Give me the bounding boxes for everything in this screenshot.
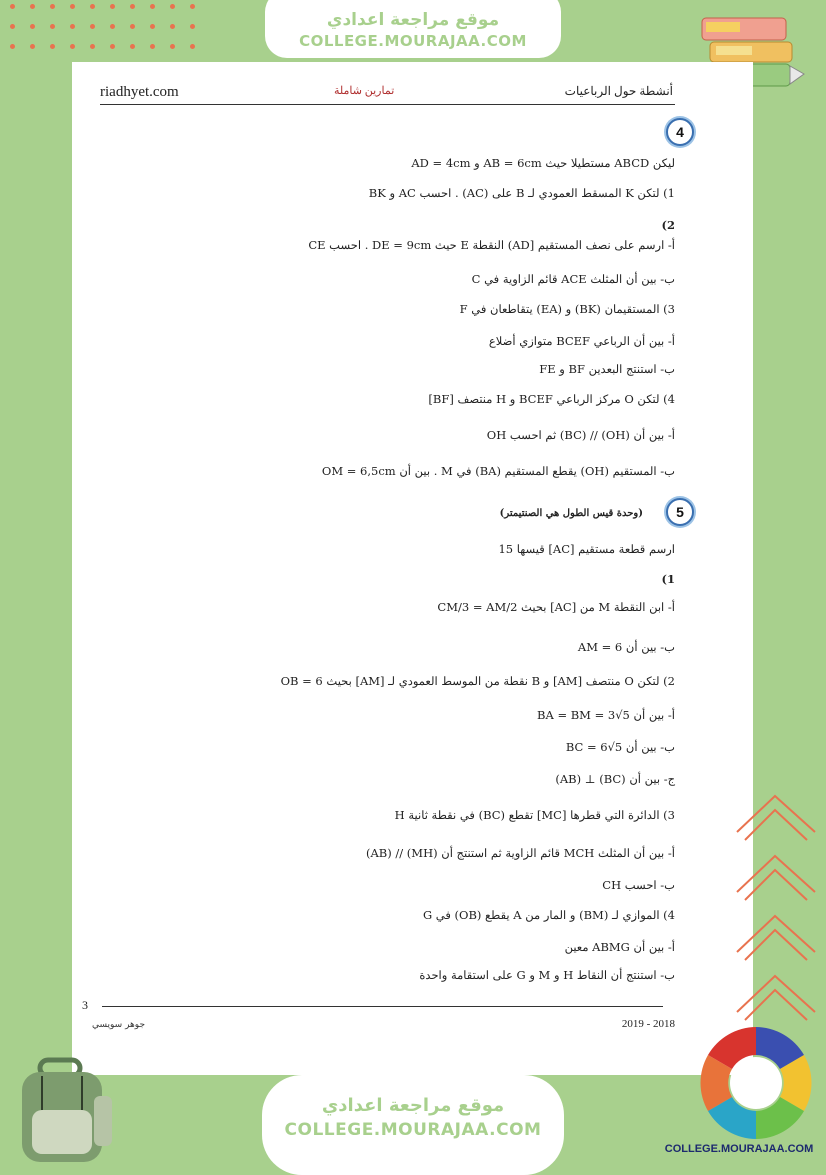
ex4-line: 2) (661, 218, 675, 232)
ex5-line: 1) (661, 572, 675, 586)
decorative-dot (110, 24, 115, 29)
ex5-line: 3) الدائرة التي قطرها [MC] تقطع (BC) في نقطة ثانية H (394, 808, 675, 822)
decorative-dot (110, 4, 115, 9)
ex5-line: ب- بين أن BC = 6√5 (565, 740, 675, 754)
header-middle: تمارين شاملة (334, 85, 395, 97)
decorative-dot (10, 24, 15, 29)
ex5-line: ج- بين أن (BC) ⊥ (AB) (555, 772, 675, 786)
ex5-line: ارسم قطعة مستقيم [AC] قيسها 15 (498, 542, 675, 556)
decorative-dot (70, 4, 75, 9)
decorative-dot (190, 24, 195, 29)
footer-year: 2019 - 2018 (621, 1018, 675, 1030)
ex4-line: ليكن ABCD مستطيلا حيث AB = 6cm و AD = 4cm (411, 156, 675, 170)
exercise-4-number: 4 (666, 118, 694, 146)
ex4-line: ب- استنتج البعدين BF و FE (539, 362, 675, 376)
exercise-5-number: 5 (666, 498, 694, 526)
ex5-line: 4) الموازي لـ (BM) و المار من A يقطع (OB) في G (422, 908, 675, 922)
subjects-logo-icon (694, 1024, 818, 1142)
ex5-line: ب- احسب CH (602, 878, 675, 892)
document-page (72, 62, 753, 1075)
top-banner-url: COLLEGE.MOURAJAA.COM (299, 32, 527, 50)
ex5-line: 2) لتكن O منتصف [AM] و B نقطة من الموسط العمودي لـ [AM] بحيث OB = 6 (280, 674, 675, 688)
bottom-banner[interactable] (262, 1075, 564, 1175)
decorative-dot (30, 4, 35, 9)
decorative-dot (90, 44, 95, 49)
ex5-line: أ- ابن النقطة M من [AC] بحيث CM/3 = AM/2 (437, 600, 675, 614)
top-banner[interactable] (265, 0, 561, 58)
ex5-line: ب- بين أن AM = 6 (577, 640, 675, 654)
decorative-dot (30, 24, 35, 29)
decorative-dot (150, 24, 155, 29)
footer-author: جوهر سويسي (92, 1020, 146, 1030)
decorative-dot (130, 44, 135, 49)
ex5-line: أ- بين أن BA = BM = 3√5 (537, 708, 675, 722)
ex4-line: أ- بين أن (OH) // (BC) ثم احسب OH (486, 428, 675, 442)
ex5-line: أ- بين أن المثلث MCH قائم الزاوية ثم استنتج أن (MH) // (AB) (365, 846, 675, 860)
decorative-dot (50, 44, 55, 49)
ex5-note: (وحدة قيس الطول هي الصنتيمتر) (499, 508, 643, 519)
ex4-line: أ- ارسم على نصف المستقيم [AD) النقطة E حيث DE = 9cm . احسب CE (308, 238, 675, 252)
decorative-dot (130, 4, 135, 9)
ex4-line: 3) المستقيمان (BK) و (EA) يتقاطعان في F (459, 302, 675, 316)
header-site: riadhyet.com (100, 84, 179, 100)
ex4-line: 1) لتكن K المسقط العمودي لـ B على (AC) . احسب AC و BK (368, 186, 675, 200)
header-title: أنشطة حول الرباعيات (564, 84, 673, 98)
decorative-dot (90, 4, 95, 9)
decorative-dot (90, 24, 95, 29)
decorative-dot (10, 44, 15, 49)
ex5-line: أ- بين أن ABMG معين (564, 940, 675, 954)
decorative-dot (50, 24, 55, 29)
footer-divider (102, 1006, 663, 1007)
ex5-line: ب- استنتج أن النقاط H و M و G على استقامة واحدة (419, 968, 675, 982)
decorative-dot (50, 4, 55, 9)
decorative-dot (170, 4, 175, 9)
chevron-up-icon (735, 790, 821, 1030)
decorative-dot (130, 24, 135, 29)
decorative-dot (170, 24, 175, 29)
bottom-banner-url: COLLEGE.MOURAJAA.COM (284, 1120, 542, 1140)
brand-label: COLLEGE.MOURAJAA.COM (664, 1143, 814, 1155)
ex4-line: 4) لتكن O مركز الرباعي BCEF و H منتصف [BF] (428, 392, 675, 406)
ex4-line: أ- بين أن الرباعي BCEF متوازي أضلاع (488, 334, 675, 348)
decorative-dot (150, 44, 155, 49)
page-number: 3 (82, 998, 88, 1012)
decorative-dot (70, 24, 75, 29)
top-banner-arabic: موقع مراجعة اعدادي (326, 10, 500, 30)
decorative-dot (190, 4, 195, 9)
decorative-dot (10, 4, 15, 9)
backpack-icon (12, 1056, 122, 1166)
decorative-dot (110, 44, 115, 49)
decorative-dot (170, 44, 175, 49)
ex4-line: ب- المستقيم (OH) يقطع المستقيم (BA) في M . بين أن OM = 6,5cm (321, 464, 675, 478)
decorative-dot (70, 44, 75, 49)
header-divider (100, 104, 675, 105)
bottom-banner-arabic: موقع مراجعة اعدادي (321, 1095, 505, 1116)
decorative-dot (150, 4, 155, 9)
decorative-dot (190, 44, 195, 49)
ex4-line: ب- بين أن المثلث ACE قائم الزاوية في C (471, 272, 675, 286)
decorative-dot (30, 44, 35, 49)
